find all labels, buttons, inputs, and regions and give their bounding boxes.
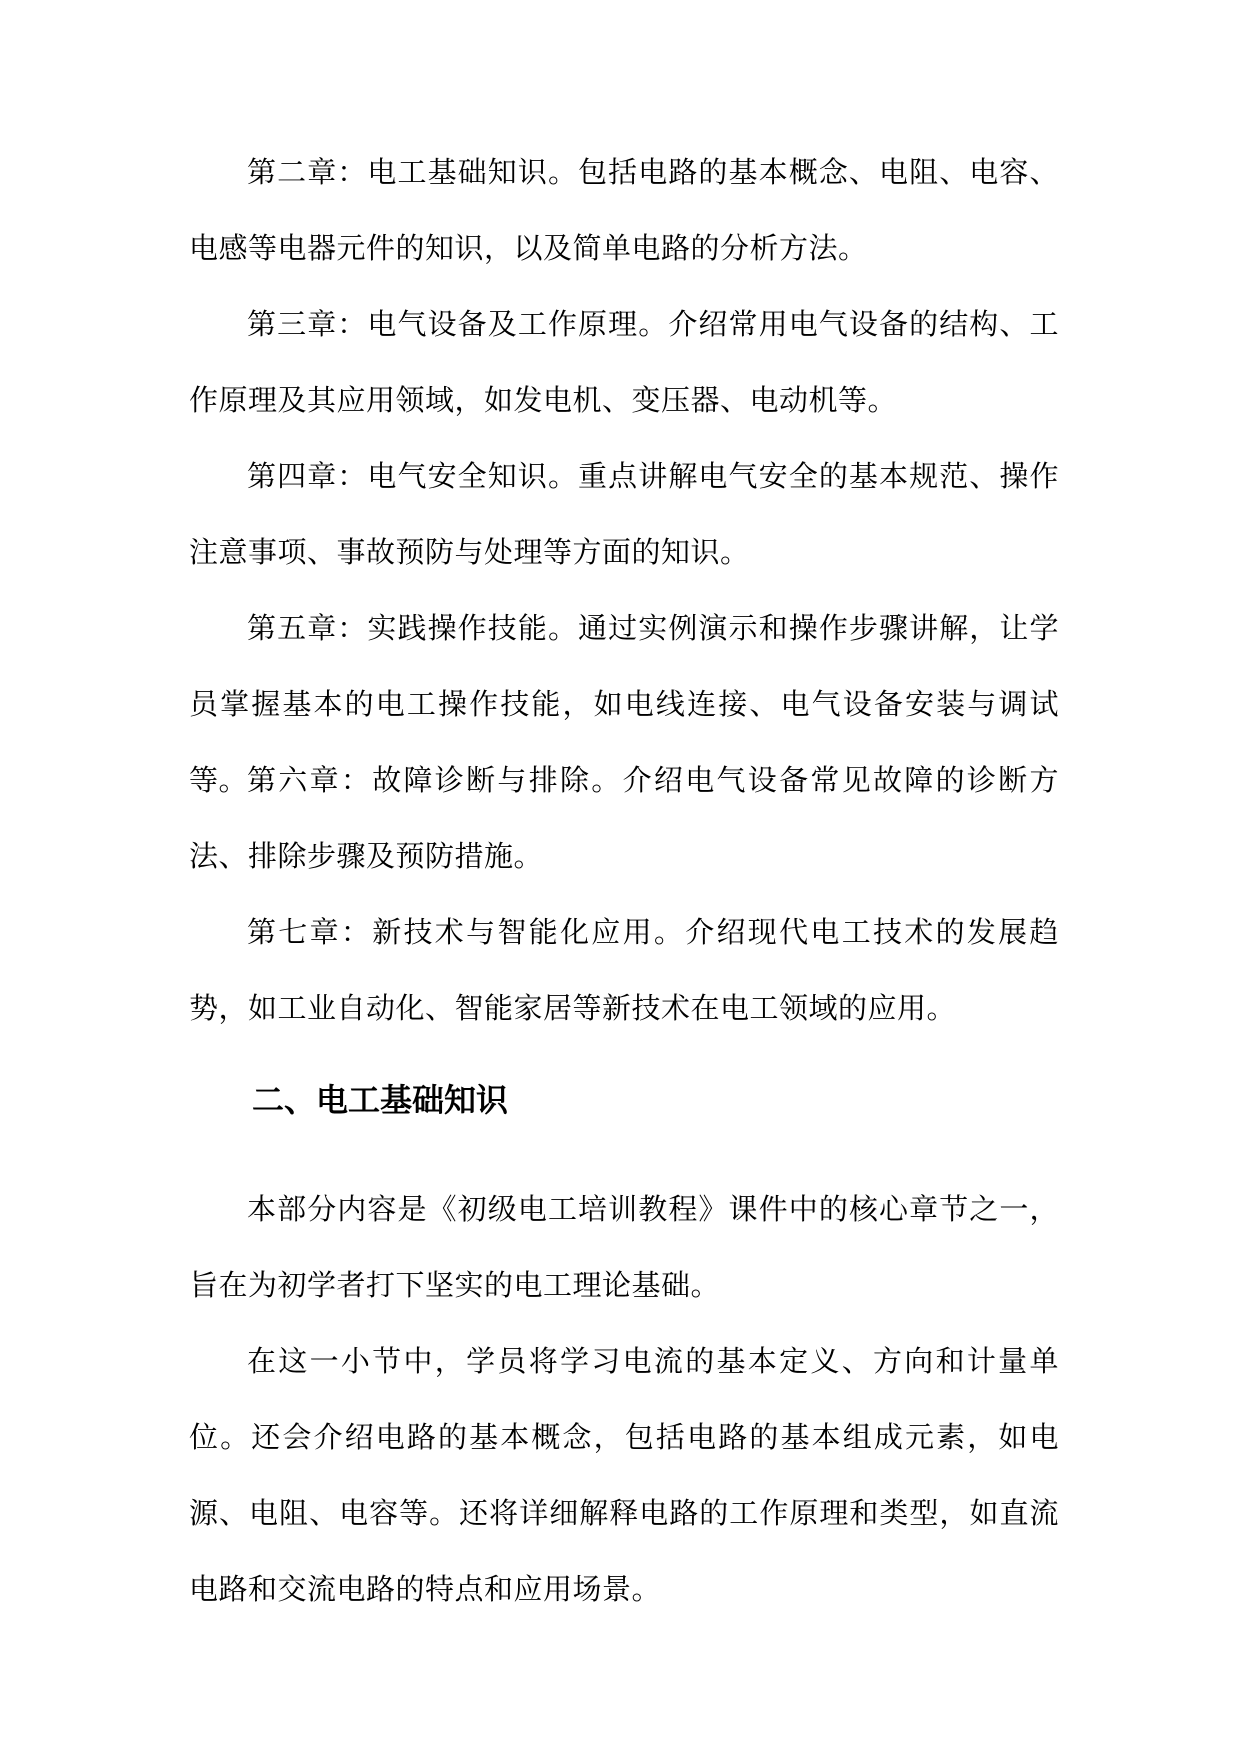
paragraph-chapter-6: 第六章：故障诊断与排除。介绍电气设备常见故障的诊断方法、排除步骤及预防措施。 [189, 763, 1059, 873]
paragraph-chapter-7: 第七章：新技术与智能化应用。介绍现代电工技术的发展趋势，如工业自动化、智能家居等新技术在电工领域的应用。 [189, 915, 1059, 1025]
paragraph-chapter-2: 第二章：电工基础知识。包括电路的基本概念、电阻、电容、电感等电器元件的知识，以及简单电路的分析方法。 [189, 155, 1059, 265]
paragraph-chapter-3: 第三章：电气设备及工作原理。介绍常用电气设备的结构、工作原理及其应用领域，如发电机、变压器、电动机等。 [189, 307, 1059, 417]
paragraph-current-basics: 在这一小节中，学员将学习电流的基本定义、方向和计量单位。还会介绍电路的基本概念，包括电路的基本组成元素，如电源、电阻、电容等。还将详细解释电路的工作原理和类型，如直流电路和交流电路的特点和应用场景。 [189, 1344, 1059, 1606]
paragraph-chapter-5: 第五章：实践操作技能。通过实例演示和操作步骤讲解，让学员掌握基本的电工操作技能，如电线连接、电气设备安装与调试等。 [189, 611, 1059, 797]
paragraph-intro: 本部分内容是《初级电工培训教程》课件中的核心章节之一，旨在为初学者打下坚实的电工理论基础。 [189, 1192, 1059, 1302]
paragraph-chapter-4: 第四章：电气安全知识。重点讲解电气安全的基本规范、操作注意事项、事故预防与处理等方面的知识。 [189, 459, 1059, 569]
section-heading: 二、电工基础知识 [252, 1081, 509, 1119]
